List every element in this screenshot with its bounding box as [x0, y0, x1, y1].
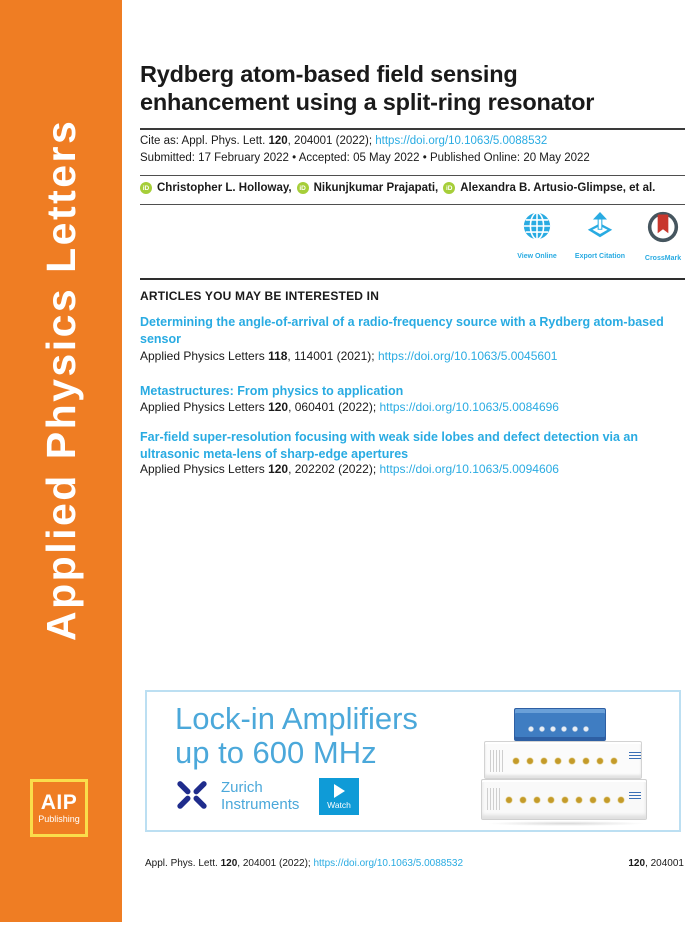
instrument-blue-unit	[514, 708, 606, 741]
export-citation-label: Export Citation	[574, 253, 626, 260]
related-volume: 120	[268, 400, 289, 414]
aip-logo-subtext: Publishing	[38, 814, 80, 824]
crossmark-button[interactable]	[630, 211, 696, 262]
instruments-word: Instruments	[221, 796, 300, 813]
divider	[140, 278, 685, 280]
related-issue: , 060401 (2022);	[288, 400, 380, 414]
related-doi-link[interactable]: https://doi.org/10.1063/5.0094606	[379, 462, 559, 476]
ad-headline	[175, 702, 418, 770]
related-issue: , 114001 (2021);	[287, 349, 378, 363]
article-title-line2: enhancement using a split-ring resonator	[140, 89, 595, 115]
cite-middle: , 204001 (2022);	[287, 135, 376, 147]
view-online-button[interactable]	[504, 211, 570, 260]
orcid-icon[interactable]: iD	[443, 182, 455, 194]
instrument-white-unit	[481, 779, 647, 820]
export-citation-icon	[585, 211, 615, 246]
footer-volume-page	[628, 858, 684, 869]
aip-logo-text: AIP	[40, 791, 78, 814]
footer-cite-middle: , 204001 (2022);	[237, 858, 314, 869]
instrument-logo-mark	[629, 792, 641, 801]
zurich-instruments-wordmark	[221, 779, 299, 813]
related-article-title[interactable]: Metastructures: From physics to application	[140, 384, 404, 398]
related-article-title[interactable]: Determining the angle-of-arrival of a radio-frequency source with a Rydberg atom-based sensor	[140, 315, 664, 346]
related-journal: Applied Physics Letters	[140, 349, 269, 363]
globe-icon	[522, 211, 552, 246]
divider	[140, 204, 685, 205]
related-article-meta	[140, 400, 559, 414]
orcid-icon[interactable]: iD	[140, 182, 152, 194]
footer-citation	[145, 858, 463, 869]
crossmark-label: CrossMark	[644, 255, 682, 262]
related-doi-link[interactable]: https://doi.org/10.1063/5.0084696	[379, 400, 559, 414]
footer-cite-prefix: Appl. Phys. Lett.	[145, 858, 221, 869]
play-icon	[334, 784, 345, 798]
crossmark-icon	[647, 211, 679, 248]
related-article-meta	[140, 462, 559, 476]
journal-brand-band	[0, 0, 122, 922]
article-title	[140, 60, 688, 116]
citation-line	[140, 135, 547, 147]
related-article-meta	[140, 349, 557, 363]
footer-right-pages: , 204001	[645, 858, 684, 869]
submission-dates: Submitted: 17 February 2022 • Accepted: 05 May 2022 • Published Online: 20 May 2022	[140, 152, 590, 164]
related-volume: 120	[268, 462, 289, 476]
export-citation-button[interactable]	[567, 211, 633, 260]
footer-doi-link[interactable]: https://doi.org/10.1063/5.0088532	[313, 858, 464, 869]
advertisement-banner[interactable]	[145, 690, 681, 832]
zurich-word: Zurich	[221, 779, 263, 796]
footer-cite-volume: 120	[220, 858, 238, 869]
related-journal: Applied Physics Letters	[140, 462, 269, 476]
instrument-shadow	[487, 821, 645, 826]
author-name[interactable]: Alexandra B. Artusio-Glimpse, et al.	[460, 182, 656, 194]
ad-headline-line2: up to 600 MHz	[175, 735, 377, 770]
cite-prefix: Cite as: Appl. Phys. Lett.	[140, 135, 269, 147]
divider	[140, 175, 685, 176]
divider	[140, 128, 685, 130]
aip-publishing-logo	[30, 779, 88, 837]
instrument-white-unit	[484, 741, 642, 779]
ad-headline-line1: Lock-in Amplifiers	[175, 701, 418, 736]
footer-right-volume: 120	[628, 858, 646, 869]
author-name[interactable]: Nikunjkumar Prajapati,	[313, 182, 439, 194]
journal-name-vertical: Applied Physics Letters	[37, 118, 84, 641]
related-doi-link[interactable]: https://doi.org/10.1063/5.0045601	[377, 349, 558, 363]
orcid-icon[interactable]: iD	[297, 182, 309, 194]
related-journal: Applied Physics Letters	[140, 400, 269, 414]
author-name[interactable]: Christopher L. Holloway,	[157, 182, 292, 194]
cite-volume: 120	[268, 135, 288, 147]
watch-video-button[interactable]	[319, 778, 359, 815]
article-doi-link[interactable]: https://doi.org/10.1063/5.0088532	[375, 135, 548, 147]
related-article-title[interactable]: Far-field super-resolution focusing with weak side lobes and defect detection via an ultrasonic meta-lens of sharp-edge apertures	[140, 430, 639, 461]
zurich-instruments-logo-icon	[174, 778, 210, 817]
related-volume: 118	[268, 349, 288, 363]
view-online-label: View Online	[517, 253, 557, 260]
article-title-line1: Rydberg atom-based field sensing	[140, 61, 518, 87]
instrument-logo-mark	[629, 752, 641, 761]
watch-label: Watch	[327, 799, 351, 810]
ad-instruments-image	[477, 702, 655, 824]
related-issue: , 202202 (2022);	[288, 462, 380, 476]
related-articles-heading: ARTICLES YOU MAY BE INTERESTED IN	[140, 289, 380, 303]
author-list	[140, 182, 655, 194]
